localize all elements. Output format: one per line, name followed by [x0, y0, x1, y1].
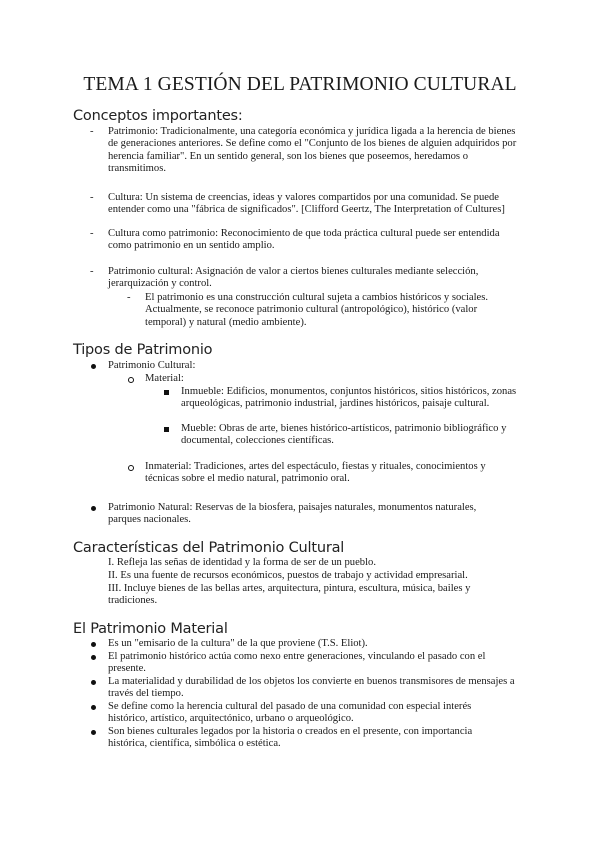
list-item: Patrimonio Cultural: — [108, 360, 196, 371]
list-item: Patrimonio cultural: Asignación de valor a ciertos bienes culturales mediante selección, jerarquización y control. — [108, 266, 479, 290]
bullet-dot-icon — [91, 364, 96, 369]
list-item: El patrimonio histórico actúa como nexo entre generaciones, vinculando el pasado con el presente. — [108, 651, 486, 675]
list-item: Patrimonio: Tradicionalmente, una categoría económica y jurídica ligada a la herencia de bienes de generaciones anteriores. Se define como el "Conjunto de los bienes de alguien adquiridos por herencia familiar". En un sentido general, son los bienes que poseemos, heredamos o transmitimos. — [108, 126, 517, 174]
list-item: Son bienes culturales legados por la historia o creados en el presente, con importancia histórica, científica, simbólica o estética. — [108, 726, 473, 750]
bullet-dot-icon — [91, 680, 96, 685]
bullet-dot-icon — [91, 655, 96, 660]
bullet-square-icon — [164, 427, 169, 432]
list-item: Patrimonio Natural: Reservas de la biosfera, paisajes naturales, monumentos naturales, parques nacionales. — [108, 502, 477, 526]
list-item: Mueble: Obras de arte, bienes histórico-artísticos, patrimonio bibliográfico y documental, colecciones científicas. — [181, 423, 507, 447]
bullet-square-icon — [164, 390, 169, 395]
bullet-dot-icon — [91, 705, 96, 710]
dash-bullet: - — [90, 228, 94, 239]
list-item: Inmueble: Edificios, monumentos, conjuntos históricos, sitios históricos, zonas arqueológicas, patrimonio industrial, jardines históricos, paisaje cultural. — [181, 386, 517, 410]
list-item: Material: — [145, 373, 184, 384]
list-item: Es un "emisario de la cultura" de la que proviene (T.S. Eliot). — [108, 638, 368, 649]
list-item: II. Es una fuente de recursos económicos, puestos de trabajo y actividad empresarial. — [108, 570, 468, 581]
list-item: Se define como la herencia cultural del pasado de una comunidad con especial interés histórico, artístico, arquitectónico, urbano o arqueológico. — [108, 701, 472, 725]
bullet-dot-icon — [91, 506, 96, 511]
bullet-dot-icon — [91, 642, 96, 647]
dash-bullet: - — [90, 266, 94, 277]
list-item: I. Refleja las señas de identidad y la forma de ser de un pueblo. — [108, 557, 376, 568]
section-heading-caracteristicas: Características del Patrimonio Cultural — [73, 540, 345, 556]
section-heading-conceptos: Conceptos importantes: — [73, 108, 243, 124]
list-item: Cultura: Un sistema de creencias, ideas y valores compartidos por una comunidad. Se puede entender como una "fábrica de significados". [Clifford Geertz, The Interpretation of Cultures] — [108, 192, 505, 216]
list-item: III. Incluye bienes de las bellas artes, arquitectura, pintura, escultura, música, bailes y tradiciones. — [108, 583, 471, 607]
dash-bullet: - — [90, 192, 94, 203]
dash-bullet: - — [127, 292, 131, 303]
bullet-dot-icon — [91, 730, 96, 735]
section-heading-material: El Patrimonio Material — [73, 621, 228, 637]
list-item: Cultura como patrimonio: Reconocimiento de que toda práctica cultural puede ser entendida como patrimonio en un sentido amplio. — [108, 228, 500, 252]
page-title: TEMA 1 GESTIÓN DEL PATRIMONIO CULTURAL — [83, 74, 517, 95]
list-subitem: El patrimonio es una construcción cultural sujeta a cambios históricos y sociales. Actualmente, se reconoce patrimonio cultural (antropológico), histórico (valor temporal) y natural (medio ambiente). — [145, 292, 489, 328]
dash-bullet: - — [90, 126, 94, 137]
bullet-circle-icon — [128, 465, 134, 471]
bullet-circle-icon — [128, 377, 134, 383]
list-item: Inmaterial: Tradiciones, artes del espectáculo, fiestas y rituales, conocimientos y técnicas sobre el medio natural, patrimonio oral. — [145, 461, 486, 485]
section-heading-tipos: Tipos de Patrimonio — [73, 342, 213, 358]
list-item: La materialidad y durabilidad de los objetos los convierte en buenos transmisores de mensajes a través del tiempo. — [108, 676, 515, 700]
